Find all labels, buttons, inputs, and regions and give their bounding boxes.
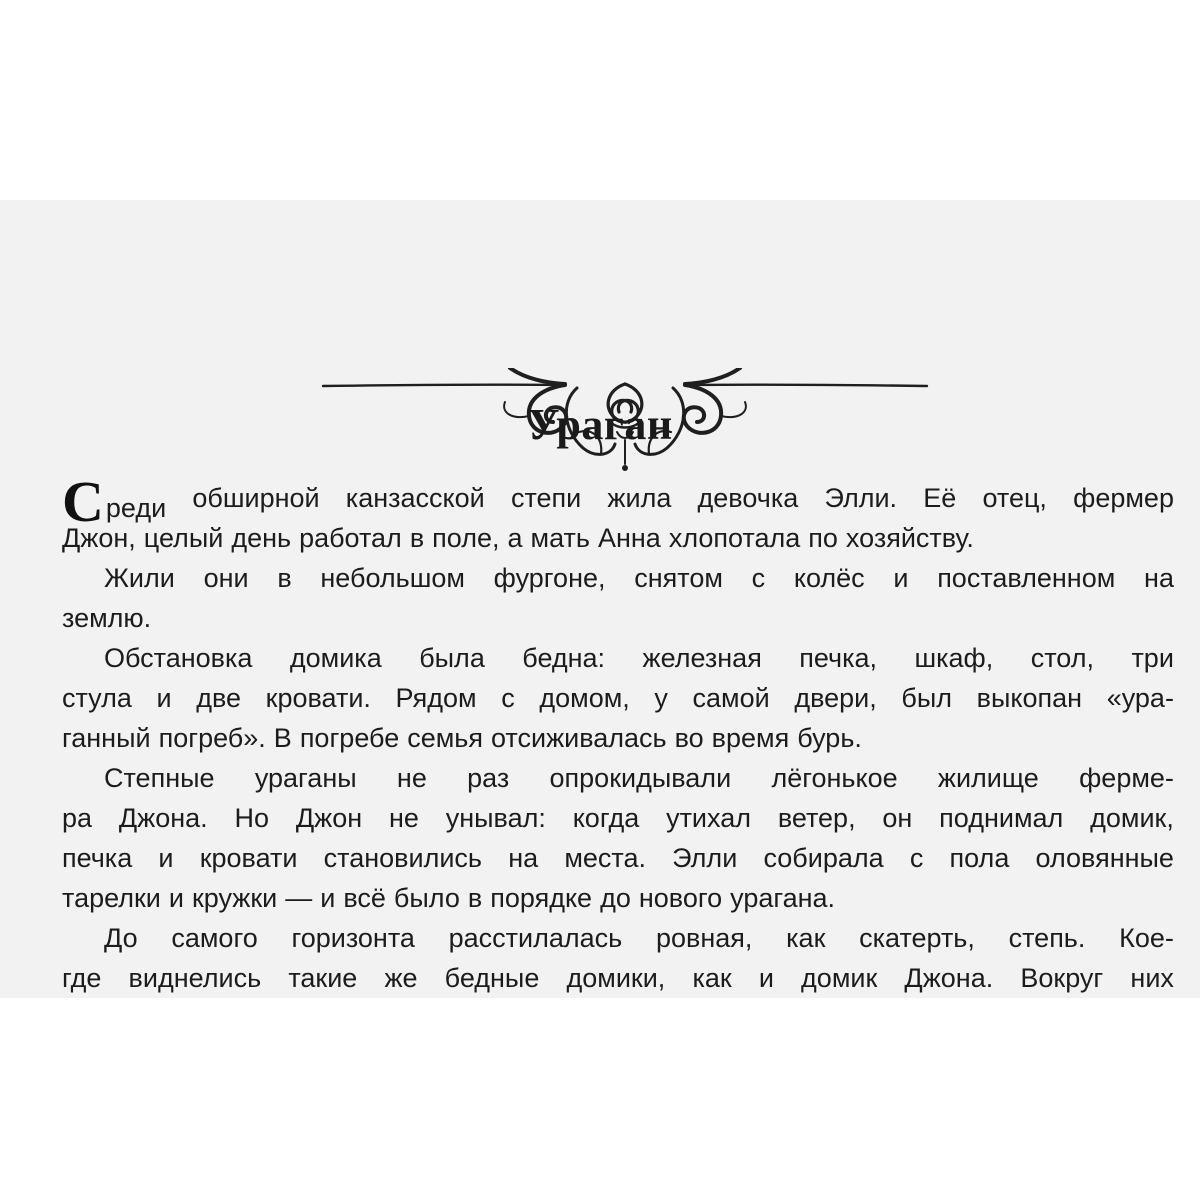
word: фермер — [1073, 483, 1174, 513]
word: поднимал — [939, 803, 1064, 833]
word: двери, — [794, 683, 877, 713]
word: Обстановка — [104, 643, 253, 673]
word: домик, — [1090, 803, 1174, 833]
word: пола — [949, 843, 1010, 873]
word: поставленном — [937, 563, 1116, 593]
word: «ура- — [1106, 683, 1174, 713]
word: виднелись — [128, 963, 262, 993]
word: кружки — [191, 883, 278, 913]
word: всё — [343, 883, 386, 913]
word: ураганы — [254, 763, 357, 793]
word: была — [419, 643, 485, 673]
word: печка, — [799, 643, 878, 673]
word: стула — [62, 683, 132, 713]
word: время — [711, 723, 790, 753]
word: работал — [299, 523, 402, 553]
word: домики, — [566, 963, 666, 993]
word: был — [901, 683, 953, 713]
word: отсиживалась — [491, 723, 667, 753]
story-text — [62, 469, 1174, 998]
word: у — [654, 683, 668, 713]
word: Элли — [672, 843, 738, 873]
word: выкопан — [976, 683, 1083, 713]
drop-cap: С — [62, 469, 104, 534]
word: самой — [692, 683, 770, 713]
word: домика — [289, 643, 382, 673]
word: ветер, — [777, 803, 856, 833]
word: же — [384, 963, 418, 993]
word: — — [285, 883, 313, 913]
word: в — [277, 563, 292, 593]
word: домик — [801, 963, 878, 993]
word: ганный — [62, 723, 151, 753]
text-line — [62, 838, 1174, 878]
word: домом, — [539, 683, 630, 713]
text-line — [62, 598, 1174, 638]
word: скатерть, — [859, 923, 975, 953]
paragraph — [62, 638, 1174, 758]
word: горизонта — [291, 923, 415, 953]
word: с — [751, 563, 766, 593]
word: девочка — [697, 483, 799, 513]
word: бурь. — [797, 723, 862, 753]
word: Рядом — [395, 683, 477, 713]
word: с — [501, 683, 515, 713]
word: Вокруг — [1020, 963, 1104, 993]
word: собирала — [763, 843, 884, 873]
word: день — [231, 523, 292, 553]
text-line — [62, 758, 1174, 798]
word: Степные — [104, 763, 215, 793]
word: стол, — [1030, 643, 1094, 673]
word: небольшом — [320, 563, 465, 593]
word: до — [600, 883, 631, 913]
word: Джон, — [62, 523, 136, 553]
paragraph — [62, 758, 1174, 918]
word: обширной — [192, 483, 320, 513]
word: шкаф, — [914, 643, 994, 673]
word: не — [396, 763, 427, 793]
word: было — [393, 883, 460, 913]
word: погребе — [299, 723, 400, 753]
paragraph — [62, 469, 1174, 558]
word: целый — [143, 523, 224, 553]
word: степь. — [1008, 923, 1086, 953]
word: и — [158, 843, 174, 873]
word: кровати. — [265, 683, 371, 713]
word: и — [893, 563, 909, 593]
word: оловянные — [1035, 843, 1174, 873]
word: в — [467, 883, 483, 913]
word: железная — [642, 643, 762, 673]
word: такие — [288, 963, 358, 993]
word: мать — [530, 523, 590, 553]
word: хлопотала — [668, 523, 801, 553]
word: лёгонькое — [771, 763, 898, 793]
word: унывал: — [445, 803, 546, 833]
word: До — [104, 923, 138, 953]
text-line — [62, 918, 1174, 958]
word: них — [1130, 963, 1174, 993]
word: реди — [105, 493, 167, 523]
word: а — [507, 523, 523, 553]
paragraph — [62, 918, 1174, 998]
word: Джона. — [904, 963, 994, 993]
text-line — [62, 638, 1174, 678]
word: как — [786, 923, 826, 953]
word: отец, — [982, 483, 1047, 513]
word: расстилалась — [448, 923, 623, 953]
word: порядке — [490, 883, 593, 913]
text-line — [62, 678, 1174, 718]
paragraph — [62, 558, 1174, 638]
word: и — [168, 883, 184, 913]
word: бедна: — [522, 643, 606, 673]
word: утихал — [666, 803, 751, 833]
chapter-title: Ураган — [527, 400, 673, 449]
word: жилище — [937, 763, 1039, 793]
word: опрокидывали — [549, 763, 732, 793]
word: Джон — [295, 803, 363, 833]
word: колёс — [793, 563, 865, 593]
word: В — [273, 723, 292, 753]
word: две — [196, 683, 242, 713]
word: где — [62, 963, 102, 993]
text-line — [62, 878, 1174, 918]
word: Её — [923, 483, 957, 513]
word: становились — [323, 843, 482, 873]
word: и — [758, 963, 774, 993]
word: Но — [234, 803, 270, 833]
word: снятом — [634, 563, 723, 593]
word: и — [320, 883, 336, 913]
word: три — [1131, 643, 1174, 673]
word: ра — [62, 803, 93, 833]
first-word — [62, 469, 167, 534]
word: Жили — [104, 563, 175, 593]
word: урагана. — [730, 883, 836, 913]
word: кровати — [199, 843, 298, 873]
word: фургоне, — [493, 563, 606, 593]
word: на — [508, 843, 539, 873]
word: нового — [638, 883, 723, 913]
text-line — [62, 718, 1174, 758]
word: когда — [572, 803, 640, 833]
word: поле, — [432, 523, 500, 553]
word: канзасской — [345, 483, 485, 513]
word: с — [909, 843, 924, 873]
word: бедные — [444, 963, 540, 993]
word: места. — [564, 843, 646, 873]
word: ровная, — [655, 923, 753, 953]
word: не — [388, 803, 419, 833]
word: раз — [467, 763, 510, 793]
text-line — [62, 958, 1174, 998]
word: в — [409, 523, 425, 553]
text-line — [62, 798, 1174, 838]
word: самого — [171, 923, 258, 953]
word: Джона. — [118, 803, 208, 833]
word: печка — [62, 843, 133, 873]
word: степи — [510, 483, 582, 513]
word: тарелки — [62, 883, 161, 913]
word: и — [156, 683, 172, 713]
word: во — [674, 723, 704, 753]
text-line — [62, 518, 1174, 558]
word: он — [882, 803, 913, 833]
word: как — [692, 963, 732, 993]
word: Элли. — [824, 483, 898, 513]
word: на — [1144, 563, 1174, 593]
word: по — [808, 523, 838, 553]
word: они — [203, 563, 249, 593]
word: семья — [407, 723, 483, 753]
word: погреб». — [158, 723, 266, 753]
text-line — [62, 558, 1174, 598]
word: жила — [607, 483, 672, 513]
word: Кое- — [1119, 923, 1174, 953]
text-line — [62, 469, 1174, 534]
word: ферме- — [1079, 763, 1174, 793]
word: хозяйству. — [845, 523, 974, 553]
word: Анна — [597, 523, 661, 553]
word: землю. — [62, 603, 152, 633]
